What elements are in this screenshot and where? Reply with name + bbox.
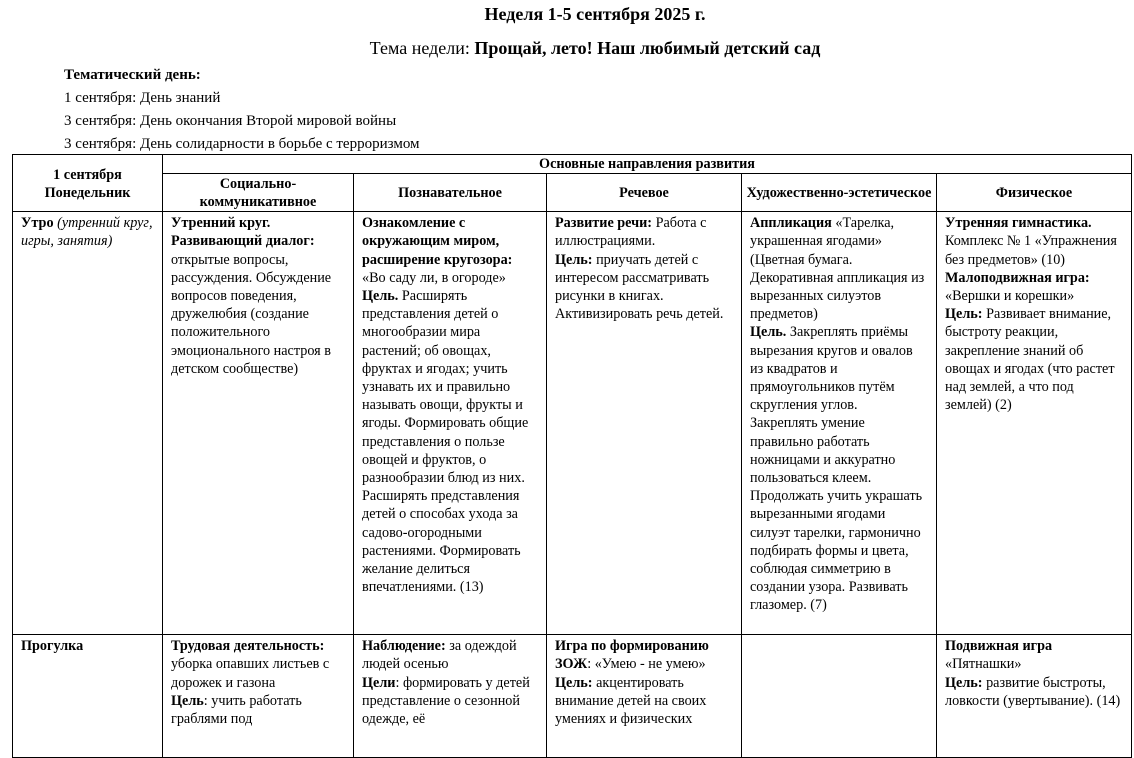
walk-cognitive-b1: Наблюдение: — [362, 638, 446, 655]
walk-physical-b2: Цель: — [945, 674, 983, 691]
walk-speech — [547, 635, 742, 758]
thematic-day: 3 сентября: День солидарности в борьбе с терроризмом — [64, 136, 420, 152]
speech-t2: приучать детей с интересом рассматривать рисунки в книгах. Активизировать речь детей. — [555, 251, 724, 323]
col-physical: Физическое — [937, 174, 1132, 212]
morning-art — [742, 212, 937, 635]
plan-table — [12, 154, 1132, 758]
morning-row — [13, 212, 1132, 635]
thematic-heading: Тематический день: — [64, 67, 201, 83]
social-b2: Развивающий диалог: — [171, 233, 315, 250]
art-t2: Закреплять приёмы вырезания кругов и овалов из квадратов и прямоугольников путём скругления углов. Закреплять умение правильно работать ножницами и аккуратно пользоваться клеем. Продолжать учить украшать вырезанными ягодами силуэт тарелки, гармонично подбирать формы и цвета, соблюдая симметрию в создании узора. Развивать глазомер. (7) — [750, 324, 923, 614]
morning-physical — [937, 212, 1132, 635]
walk-speech-b2: Цель: — [555, 674, 593, 691]
walk-physical-b1: Подвижная игра — [945, 638, 1053, 655]
theme-value: Прощай, лето! Наш любимый детский сад — [474, 38, 821, 58]
walk-physical-t2: развитие быстроты, ловкости (увертывание). (14) — [945, 674, 1121, 709]
morning-label — [13, 212, 163, 635]
walk-physical — [937, 635, 1132, 758]
physical-t3: Развивает внимание, быстроту реакции, закрепление знаний об овощах и ягодах (что растет над землей, а что под землей) (2) — [945, 306, 1115, 414]
physical-b3: Цель: — [945, 306, 983, 323]
day-weekday: Понедельник — [44, 185, 131, 202]
col-cognitive: Познавательное — [354, 174, 547, 212]
walk-row — [13, 635, 1132, 758]
thematic-day: 1 сентября: День знаний — [64, 90, 221, 106]
social-b1: Утренний круг. — [171, 215, 271, 232]
art-b2: Цель. — [750, 324, 787, 341]
speech-b2: Цель: — [555, 251, 593, 268]
cognitive-b1: Ознакомление с окружающим миром, расширение кругозора: — [362, 215, 513, 268]
walk-art — [742, 635, 937, 758]
col-social: Социально-коммуникативное — [163, 174, 354, 212]
art-b1: Аппликация — [750, 215, 832, 232]
speech-b1: Развитие речи: — [555, 215, 653, 232]
week-title: Неделя 1-5 сентября 2025 г. — [484, 4, 706, 24]
walk-speech-t2: акцентировать внимание детей на своих умениях и физических — [555, 674, 707, 728]
cognitive-b2: Цель. — [362, 288, 399, 305]
columns-row — [13, 174, 1132, 212]
physical-b2: Малоподвижная игра: — [945, 269, 1090, 286]
walk-cognitive — [354, 635, 547, 758]
main-directions-header: Основные направления развития — [163, 155, 1132, 174]
cognitive-t2: Расширять представления детей о многообразии мира растений; об овощах, фруктах и ягодах; учить узнавать их и правильно называть овощи, фрукты и ягоды. Формировать общие представления о пользе овощей и фруктов, о разнообразии блюд из них. Расширять представления детей о способах ухода за садово-огородными растениями. Формировать желание делиться впечатлениями. (13) — [362, 288, 529, 596]
physical-t2: «Вершки и корешки» — [945, 288, 1075, 305]
physical-b1: Утренняя гимнастика. — [945, 215, 1092, 232]
col-art: Художественно-эстетическое — [742, 174, 937, 212]
cognitive-t1: «Во саду ли, в огороде» — [362, 269, 506, 286]
col-speech: Речевое — [547, 174, 742, 212]
walk-social-b2: Цель — [171, 692, 204, 709]
day-cell — [13, 155, 163, 212]
morning-social — [163, 212, 354, 635]
walk-social — [163, 635, 354, 758]
thematic-days — [64, 64, 420, 156]
physical-t1: Комплекс № 1 «Упражнения без предметов» (10) — [945, 233, 1117, 268]
week-theme — [0, 38, 1134, 59]
morning-note: (утренний круг, игры, занятия) — [21, 215, 153, 250]
morning-title: Утро — [21, 215, 54, 232]
walk-cognitive-t2: : формировать у детей представление о сезонной одежде, её — [362, 674, 530, 728]
walk-cognitive-b2: Цели — [362, 674, 396, 691]
speech-t1: Работа с иллюстрациями. — [555, 215, 707, 250]
walk-speech-t1: : «Умею - не умею» — [587, 656, 706, 673]
walk-cognitive-t1: за одеждой людей осенью — [362, 638, 517, 673]
theme-label: Тема недели: — [369, 38, 475, 58]
walk-label — [13, 635, 163, 758]
morning-speech — [547, 212, 742, 635]
art-t1: «Тарелка, украшенная ягодами» (Цветная бумага. Декоративная аппликация из вырезанных силуэтов предметов) — [750, 215, 925, 323]
walk-social-t2: : учить работать граблями под — [171, 692, 302, 728]
walk-speech-b1: Игра по формированию ЗОЖ — [555, 638, 709, 673]
thematic-day: 3 сентября: День окончания Второй мировой войны — [64, 113, 397, 129]
walk-physical-t1: «Пятнашки» — [945, 656, 1022, 673]
header-row — [13, 155, 1132, 174]
day-date: 1 сентября — [53, 166, 122, 183]
morning-cognitive — [354, 212, 547, 635]
walk-title: Прогулка — [21, 638, 84, 655]
walk-social-b1: Трудовая деятельность: — [171, 638, 325, 655]
social-t2: открытые вопросы, рассуждения. Обсуждение вопросов поведения, дружелюбия (создание положительного эмоционального настроя в детском сообществе) — [171, 251, 332, 377]
walk-social-t1: уборка опавших листьев с дорожек и газона — [171, 656, 330, 691]
